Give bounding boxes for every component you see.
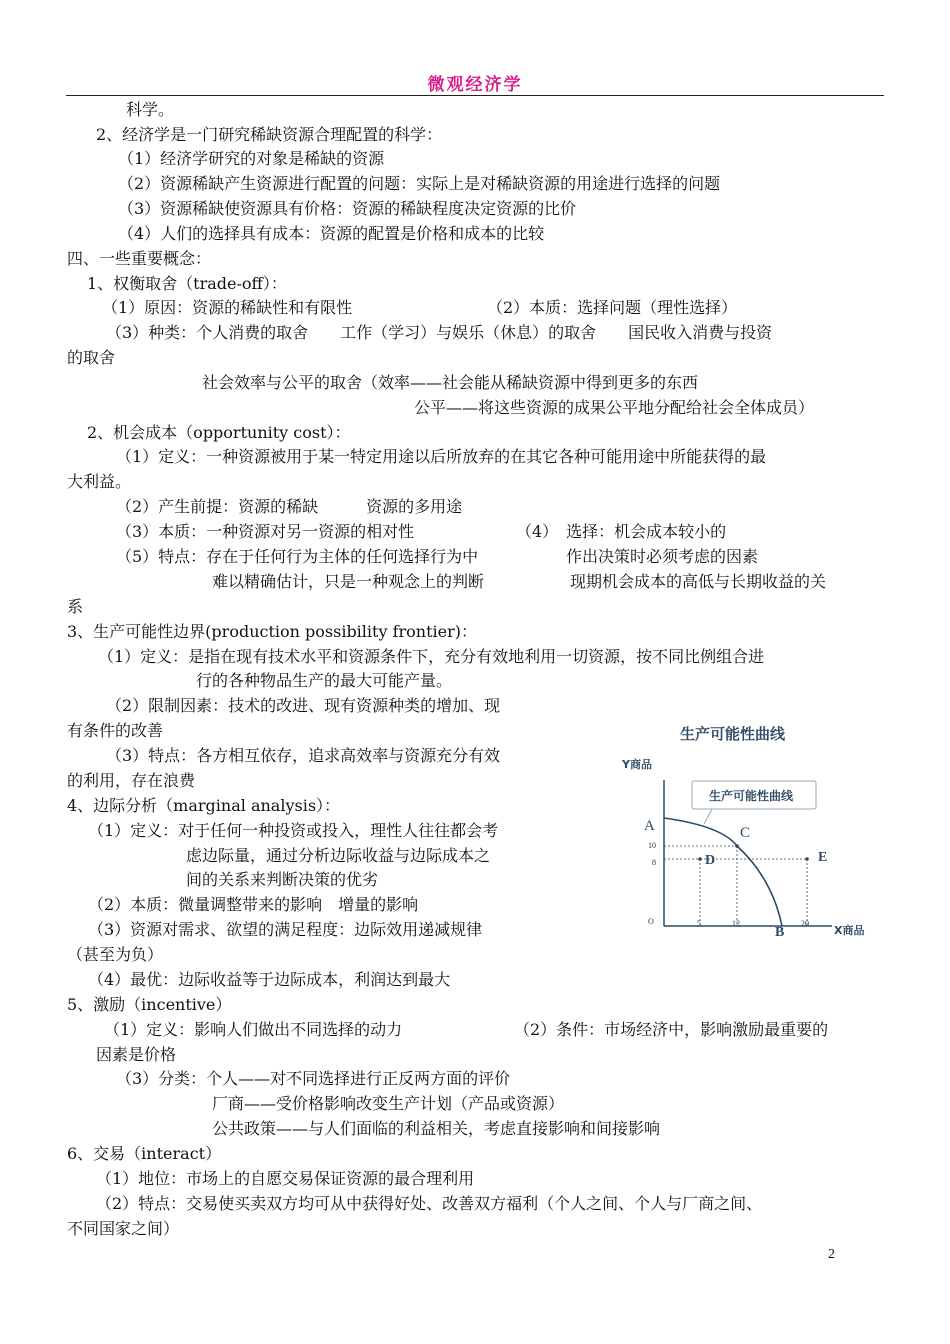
y-axis-label: Y商品 [622,758,652,771]
text-line: 作出决策时必须考虑的因素 [566,547,759,566]
ppf-figure [612,718,882,948]
y-tick-label: 10 [648,841,656,850]
text-line: （1）定义：影响人们做出不同选择的动力 [104,1020,403,1039]
text-line: （甚至为负） [67,945,164,964]
text-line: （2）特点：交易使买卖双方均可从中获得好处、改善双方福利（个人之间、个人与厂商之间、 [96,1194,763,1213]
subsection-heading: 3、生产可能性边界(production possibility frontier)： [67,622,478,641]
text-line: 2、经济学是一门研究稀缺资源合理配置的科学： [96,125,443,144]
text-line: （2）资源稀缺产生资源进行配置的问题：实际上是对稀缺资源的用途进行选择的问题 [118,174,721,193]
text-line: （2）产生前提：资源的稀缺 资源的多用途 [116,497,463,516]
text-line: 有条件的改善 [67,721,164,740]
text-line: （3）资源对需求、欲望的满足程度：边际效用递减规律 [88,920,483,939]
text-line: 因素是价格 [96,1045,177,1064]
text-line: （2）条件：市场经济中，影响激励最重要的 [514,1020,829,1039]
text-line: （1）经济学研究的对象是稀缺的资源 [118,149,385,168]
text-line: 不同国家之间） [67,1219,180,1238]
subsection-heading: 1、权衡取舍（trade-off）： [87,274,287,293]
text-line: （1）地位：市场上的自愿交易保证资源的最合理利用 [96,1169,475,1188]
text-line: （1）定义：对于任何一种投资或投入，理性人往往都会考 [88,821,499,840]
text-line: 难以精确估计，只是一种观念上的判断 [212,572,485,591]
text-line: 大利益。 [67,472,132,491]
y-tick-label: 8 [652,858,656,867]
page-number: 2 [828,1247,835,1262]
text-line: 社会效率与公平的取舍（效率——社会能从稀缺资源中得到更多的东西 [202,373,699,392]
text-line: 科学。 [126,100,175,119]
text-line: 公平——将这些资源的成果公平地分配给社会全体成员） [414,398,815,417]
text-line: （2）限制因素：技术的改进、现有资源种类的增加、现 [106,696,501,715]
text-line: 间的关系来判断决策的优劣 [186,870,379,889]
point-c-marker [735,844,739,848]
point-a-label: A [644,818,655,834]
subsection-heading: 2、机会成本（opportunity cost）： [87,423,351,442]
text-line: （4） 选择：机会成本较小的 [516,522,727,541]
text-line: （5）特点：存在于任何行为主体的任何选择行为中 [116,547,479,566]
text-line: （3）种类：个人消费的取舍 工作（学习）与娱乐（休息）的取舍 国民收入消费与投资 [106,323,773,342]
section-heading: 四、一些重要概念： [67,249,212,268]
callout-label: 生产可能性曲线 [709,789,794,803]
ppf-curve [664,818,782,926]
text-line: 系 [67,597,84,616]
x-tick-label: 12 [732,919,740,928]
text-line: 现期机会成本的高低与长期收益的关 [570,572,827,591]
text-line: （3）分类：个人——对不同选择进行正反两方面的评价 [116,1069,511,1088]
text-line: 的取舍 [67,348,116,367]
text-line: （4）最优：边际收益等于边际成本，利润达到最大 [88,970,451,989]
x-tick-label: 5 [697,919,701,928]
subsection-heading: 5、激励（incentive） [67,995,232,1014]
figure-title: 生产可能性曲线 [680,725,786,743]
text-line: 虑边际量，通过分析边际收益与边际成本之 [186,846,491,865]
point-b-label: B [775,925,785,940]
text-line: （3）本质：一种资源对另一资源的相对性 [116,522,415,541]
text-line: 公共政策——与人们面临的利益相关，考虑直接影响和间接影响 [212,1119,661,1138]
point-e-label: E [818,850,828,865]
point-c-label: C [740,825,751,841]
point-d-label: D [705,853,716,868]
point-d-marker [698,857,702,861]
callout-pointer [704,809,712,824]
text-line: （2）本质：选择问题（理性选择） [487,298,738,317]
text-line: （2）本质：微量调整带来的影响 增量的影响 [88,895,419,914]
text-line: 的利用，存在浪费 [67,771,196,790]
header-divider [66,95,884,96]
text-line: （4）人们的选择具有成本：资源的配置是价格和成本的比较 [118,224,545,243]
header-title: 微观经济学 [427,75,523,95]
point-e-marker [805,857,809,861]
text-line: （3）资源稀缺使资源具有价格：资源的稀缺程度决定资源的比价 [118,199,577,218]
x-axis-label: X商品 [834,924,865,937]
text-line: （1）原因：资源的稀缺性和有限性 [102,298,353,317]
origin-label: O [648,917,654,926]
subsection-heading: 6、交易（interact） [67,1144,222,1163]
text-line: （3）特点：各方相互依存，追求高效率与资源充分有效 [106,746,501,765]
text-line: 厂商——受价格影响改变生产计划（产品或资源） [212,1094,565,1113]
x-tick-label: 20 [801,919,809,928]
text-line: （1）定义：是指在现有技术水平和资源条件下，充分有效地利用一切资源，按不同比例组合进 [98,647,765,666]
subsection-heading: 4、边际分析（marginal analysis）： [67,796,341,815]
text-line: （1）定义：一种资源被用于某一特定用途以后所放弃的在其它各种可能用途中所能获得的最 [116,447,767,466]
text-line: 行的各种物品生产的最大可能产量。 [196,671,453,690]
